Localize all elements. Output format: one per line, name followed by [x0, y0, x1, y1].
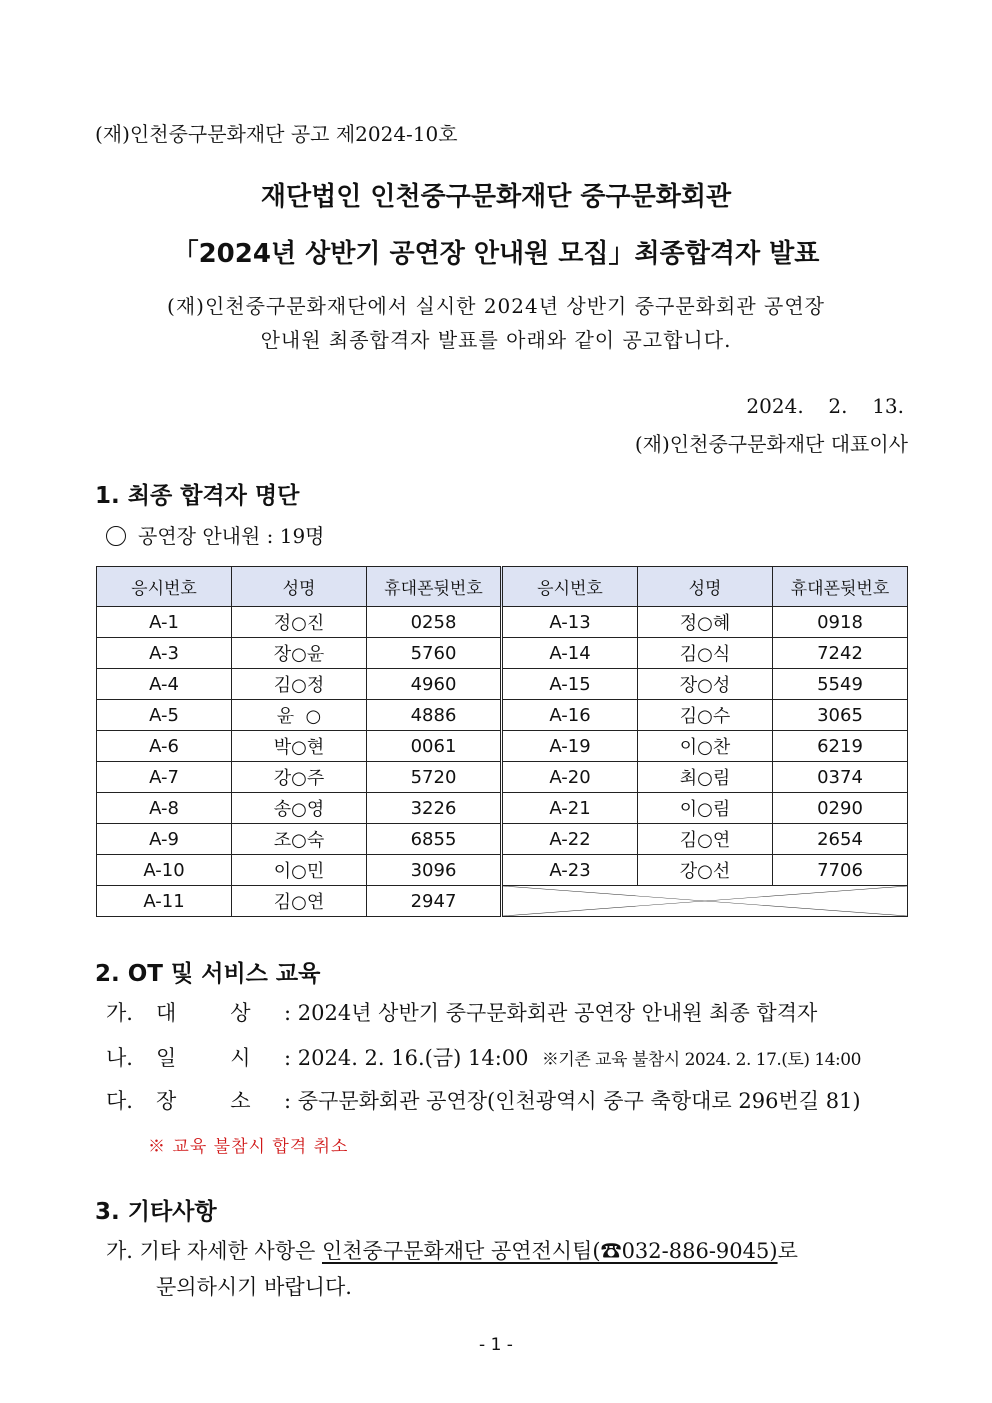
- table-cell: 4960: [367, 669, 502, 700]
- table-cell: A-4: [97, 669, 232, 700]
- column-header: 휴대폰뒷번호: [367, 567, 502, 607]
- table-cell: 송○영: [232, 793, 367, 824]
- intro-line2: 안내원 최종합격자 발표를 아래와 같이 공고합니다.: [260, 328, 732, 352]
- table-cell: 이○민: [232, 855, 367, 886]
- table-cell: 김○연: [232, 886, 367, 917]
- table-cell: A-10: [97, 855, 232, 886]
- table-cell: 정○혜: [638, 607, 773, 638]
- table-cell: A-1: [97, 607, 232, 638]
- table-cell: 5720: [367, 762, 502, 793]
- table-cell: 이○찬: [638, 731, 773, 762]
- section2-title: 2. OT 및 서비스 교육: [95, 961, 321, 987]
- table-row: [97, 638, 908, 669]
- empty-crossed-cell: [502, 886, 908, 917]
- table-cell: 5760: [367, 638, 502, 669]
- column-header: 응시번호: [502, 567, 638, 607]
- table-cell: 조○숙: [232, 824, 367, 855]
- table-cell: 6855: [367, 824, 502, 855]
- table-cell: A-6: [97, 731, 232, 762]
- table-row: [97, 762, 908, 793]
- table-cell: 윤 ○: [232, 700, 367, 731]
- table-cell: 7242: [773, 638, 908, 669]
- column-header: 성명: [232, 567, 367, 607]
- table-row: [97, 886, 908, 917]
- table-cell: 김○식: [638, 638, 773, 669]
- table-row: [97, 731, 908, 762]
- contact-team: 인천중구문화재단 공연전시팀(☎032-886-9045): [321, 1239, 778, 1263]
- table-cell: 김○연: [638, 824, 773, 855]
- table-cell: 3226: [367, 793, 502, 824]
- ot-place-row: 다. 장 소 : 중구문화회관 공연장(인천광역시 중구 축항대로 296번길 81): [106, 1089, 861, 1113]
- circle-bullet-icon: [106, 526, 126, 546]
- table-cell: A-7: [97, 762, 232, 793]
- table-cell: 이○림: [638, 793, 773, 824]
- table-cell: 6219: [773, 731, 908, 762]
- section3-title: 3. 기타사항: [95, 1199, 217, 1225]
- table-cell: A-23: [502, 855, 638, 886]
- table-cell: 7706: [773, 855, 908, 886]
- column-header: 성명: [638, 567, 773, 607]
- table-cell: A-9: [97, 824, 232, 855]
- document-title-line2: 「2024년 상반기 공연장 안내원 모집」최종합격자 발표: [172, 239, 820, 269]
- column-header: 응시번호: [97, 567, 232, 607]
- table-cell: A-11: [97, 886, 232, 917]
- table-cell: 강○선: [638, 855, 773, 886]
- table-row: [97, 855, 908, 886]
- table-cell: A-22: [502, 824, 638, 855]
- subtitle-text: 공연장 안내원 : 19명: [138, 524, 325, 548]
- ot-date-note: ※기존 교육 불참시 2024. 2. 17.(토) 14:00: [541, 1050, 861, 1070]
- table-cell: A-15: [502, 669, 638, 700]
- section1-subtitle: [106, 520, 325, 549]
- table-cell: 0290: [773, 793, 908, 824]
- ot-target-row: 가. 대 상 : 2024년 상반기 중구문화회관 공연장 안내원 최종 합격자: [106, 1001, 818, 1025]
- table-cell: 0918: [773, 607, 908, 638]
- ot-target-value: 2024년 상반기 중구문화회관 공연장 안내원 최종 합격자: [297, 1001, 818, 1025]
- table-cell: A-14: [502, 638, 638, 669]
- table-cell: 0374: [773, 762, 908, 793]
- table-cell: 3096: [367, 855, 502, 886]
- section1-title: 1. 최종 합격자 명단: [95, 483, 300, 509]
- table-row: [97, 793, 908, 824]
- ot-date-value: 2024. 2. 16.(금) 14:00: [297, 1046, 529, 1070]
- ot-date-row: 나. 일 시 : 2024. 2. 16.(금) 14:00 ※기존 교육 불참시 2024. 2. 17.(토) 14:00: [106, 1046, 861, 1070]
- ot-place-value: 중구문화회관 공연장(인천광역시 중구 축항대로 296번길 81): [297, 1089, 861, 1113]
- table-cell: 김○수: [638, 700, 773, 731]
- table-cell: 4886: [367, 700, 502, 731]
- cancel-note: ※ 교육 불참시 합격 취소: [148, 1137, 349, 1157]
- signer: (재)인천중구문화재단 대표이사: [634, 432, 908, 456]
- table-cell: A-8: [97, 793, 232, 824]
- table-cell: 2654: [773, 824, 908, 855]
- etc-line2: 문의하시기 바랍니다.: [156, 1275, 352, 1299]
- table-cell: A-19: [502, 731, 638, 762]
- document-title-line1: 재단법인 인천중구문화재단 중구문화회관: [260, 182, 732, 212]
- table-cell: 장○성: [638, 669, 773, 700]
- announcement-date: 2024. 2. 13.: [746, 394, 904, 418]
- table-cell: A-20: [502, 762, 638, 793]
- page-number: - 1 -: [479, 1335, 513, 1355]
- column-header: 휴대폰뒷번호: [773, 567, 908, 607]
- table-cell: 0061: [367, 731, 502, 762]
- table-cell: A-16: [502, 700, 638, 731]
- table-cell: 0258: [367, 607, 502, 638]
- table-cell: A-5: [97, 700, 232, 731]
- table-cell: 5549: [773, 669, 908, 700]
- table-header-row: [97, 567, 908, 607]
- table-cell: 김○정: [232, 669, 367, 700]
- table-cell: 장○윤: [232, 638, 367, 669]
- table-row: [97, 824, 908, 855]
- table-cell: 3065: [773, 700, 908, 731]
- notice-number: (재)인천중구문화재단 공고 제2024-10호: [95, 122, 458, 146]
- table-row: [97, 607, 908, 638]
- finalist-table: [96, 566, 908, 917]
- intro-line1: (재)인천중구문화재단에서 실시한 2024년 상반기 중구문화회관 공연장: [167, 294, 825, 318]
- table-cell: 최○림: [638, 762, 773, 793]
- table-cell: 강○주: [232, 762, 367, 793]
- etc-line1: 가. 기타 자세한 사항은 인천중구문화재단 공연전시팀(☎032-886-9045)로: [106, 1239, 798, 1263]
- table-cell: 2947: [367, 886, 502, 917]
- table-row: [97, 669, 908, 700]
- table-cell: 박○현: [232, 731, 367, 762]
- cross-lines: [503, 886, 907, 916]
- table-cell: 정○진: [232, 607, 367, 638]
- table-cell: A-21: [502, 793, 638, 824]
- table-row: [97, 700, 908, 731]
- table-cell: A-13: [502, 607, 638, 638]
- table-cell: A-3: [97, 638, 232, 669]
